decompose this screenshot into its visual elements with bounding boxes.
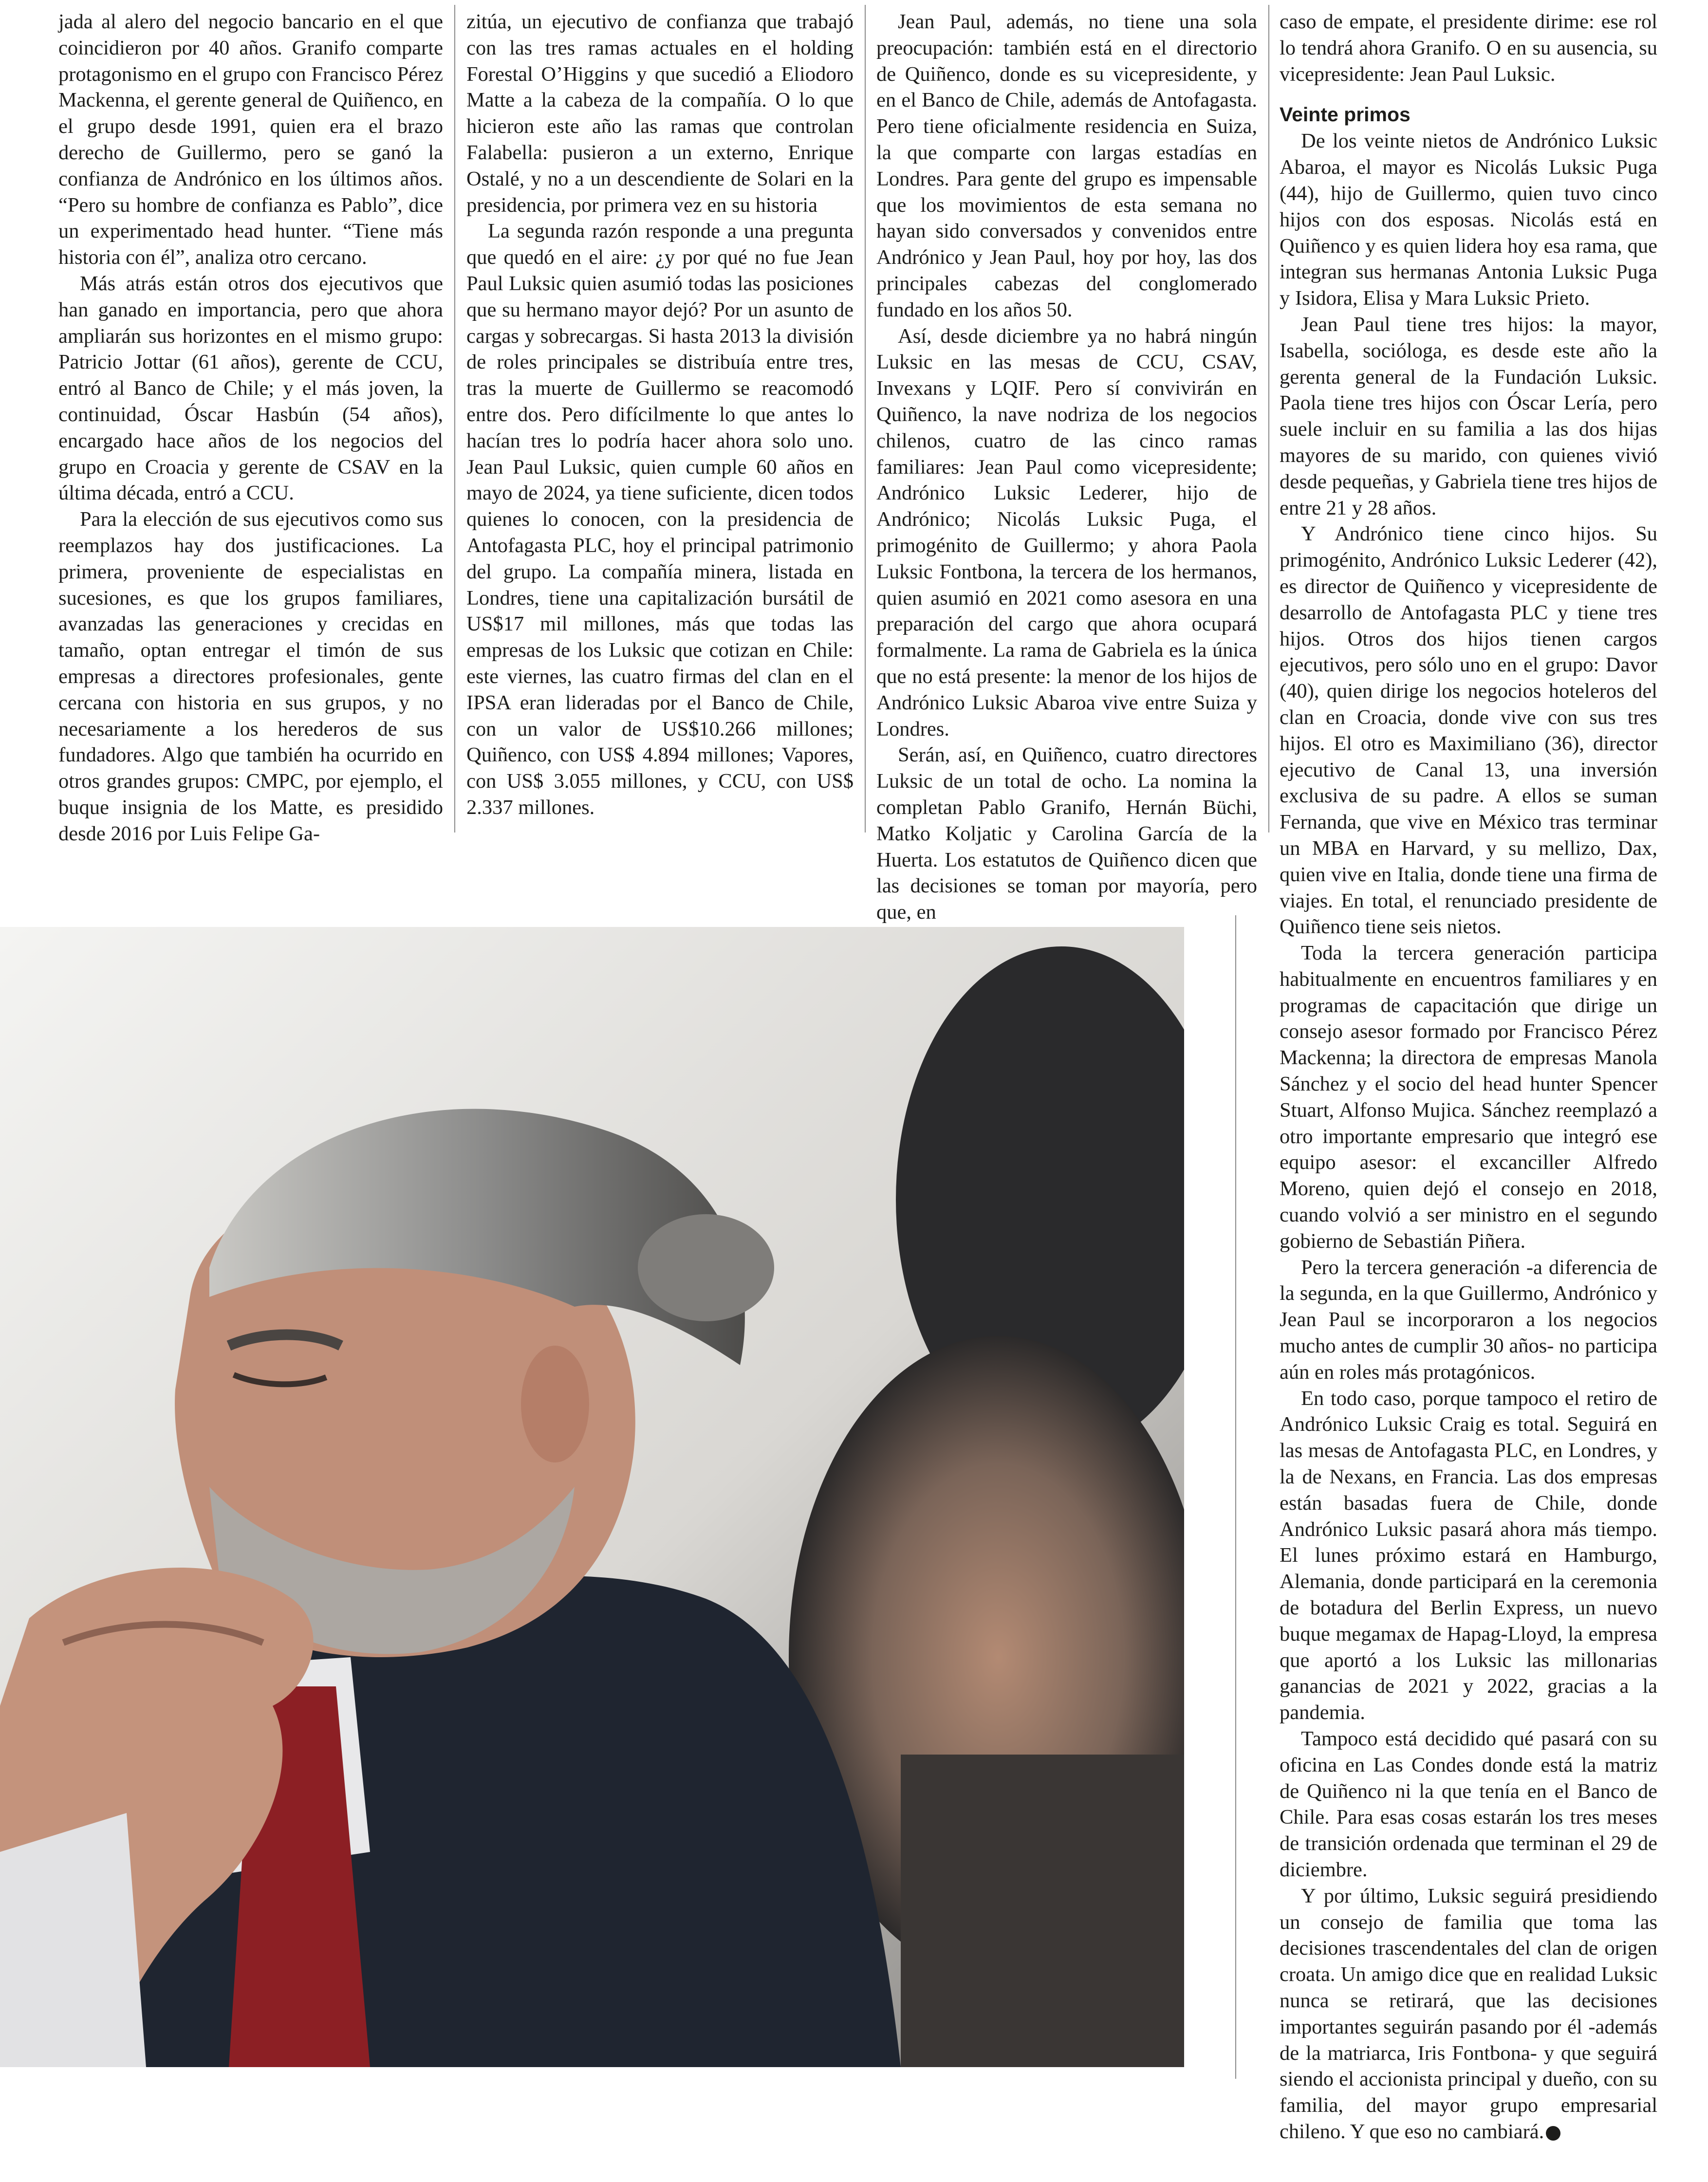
hair-bun <box>638 1214 774 1321</box>
paragraph-text: Y por último, Luksic seguirá presidiendo un consejo de familia que toma las decisiones trascendentales del clan de origen croata. Un amigo dice que en realidad Luksic nunca se retirará, que las decisiones importantes seguirán pasando por él -además de la matriarca, Iris Fontbona- y que seguirá siendo el accionista principal y dueño, con su familia, del mayor grupo empresarial chileno. Y que eso no cambiará. <box>1280 1884 1657 2143</box>
paragraph: Jean Paul tiene tres hijos: la mayor, Isabella, socióloga, es desde este año la gerenta general de la Fundación Luksic. Paola tiene tres hijos con Óscar Lería, pero suele incluir en su familia a las dos hijas mayores de su marido, con quienes vivió desde pequeñas, y Gabriela tiene tres hijos de entre 21 y 28 años. <box>1280 313 1657 519</box>
paragraph: caso de empate, el presidente dirime: ese rol lo tendrá ahora Granifo. O en su ausencia, su vicepresidente: Jean Paul Luksic. <box>1280 10 1657 86</box>
article-column-2 <box>466 9 854 821</box>
paragraph <box>1280 1883 1657 2145</box>
paragraph: Toda la tercera generación participa habitualmente en encuentros familiares y en programas de capacitación que dirige un consejo asesor formado por Francisco Pérez Mackenna; la directora de empresas Manola Sánchez y el socio del head hunter Spencer Stuart, Alfonso Mujica. Sánchez reemplazó a otro importante empresario que integró ese equipo asesor: el excanciller Alfredo Moreno, quien dejó el consejo en 2018, cuando volvió a ser ministro en el segundo gobierno de Sebastián Piñera. <box>1280 942 1657 1253</box>
paragraph: Jean Paul, además, no tiene una sola preocupación: también está en el directorio de Quiñenco, donde es su vicepresidente, y en el Banco de Chile, además de Antofagasta. Pero tiene oficialmente residencia en Suiza, la que comparte con largas estadías en Londres. Para gente del grupo es impensable que los movimientos de esta semana no hayan sido conversados y convenidos entre Andrónico y Jean Paul, hoy por hoy, las dos principales cabezas del conglomerado fundado en los años 50. <box>876 10 1257 321</box>
paragraph: Serán, así, en Quiñenco, cuatro directores Luksic de un total de ocho. La nomina la completan Pablo Granifo, Hernán Büchi, Matko Koljatic y Carolina García de la Huerta. Los estatutos de Quiñenco dicen que las decisiones se toman por mayoría, pero que, en <box>876 743 1257 924</box>
shirt-cuff <box>0 1813 146 2067</box>
blurred-shoulder <box>901 1755 1184 2067</box>
paragraph: jada al alero del negocio bancario en el que coincidieron por 40 años. Granifo comparte protagonismo en el grupo con Francisco Pérez Mackenna, el gerente general de Quiñenco, en el grupo desde 1991, quien era el brazo derecho de Guillermo, pero se ganó la confianza de Andrónico en los últimos años. “Pero su hombre de confianza es Pablo”, dice un experimentado head hunter. “Tiene más historia con él”, analiza otro cercano. <box>58 10 443 269</box>
column-rule <box>454 5 455 832</box>
paragraph: La segunda razón responde a una pregunta que quedó en el aire: ¿y por qué no fue Jean Paul Luksic quien asumió todas las posiciones que su hermano mayor dejó? Por un asunto de cargas y sobrecargas. Si hasta 2013 la división de roles principales se distribuía entre tres, tras la muerte de Guillermo se reacomodó entre dos. Pero difícilmente lo que antes lo hacían tres lo podría hacer ahora solo uno. Jean Paul Luksic, quien cumple 60 años en mayo de 2024, ya tiene suficiente, dicen todos quienes lo conocen, con la presidencia de Antofagasta PLC, hoy el principal patrimonio del grupo. La compañía minera, listada en Londres, tiene una capitalización bursátil de US$17 mil millones, más que todas las empresas de los Luksic que cotizan en Chile: este viernes, las cuatro firmas del clan en el IPSA eran lideradas por el Banco de Chile, con un valor de US$10.266 millones; Quiñenco, con US$ 4.894 millones; Vapores, con US$ 3.055 millones, y CCU, con US$ 2.337 millones. <box>466 220 854 819</box>
column-rule <box>1268 5 1269 832</box>
paragraph: Tampoco está decidido qué pasará con su oficina en Las Condes donde está la matriz de Quiñenco ni la que tenía en el Banco de Chile. Para esas cosas estarán los tres meses de transición ordenada que terminan el 29 de diciembre. <box>1280 1727 1657 1881</box>
paragraph: De los veinte nietos de Andrónico Luksic Abaroa, el mayor es Nicolás Luksic Puga (44), hijo de Guillermo, quien tuvo cinco hijos con dos esposas. Nicolás está en Quiñenco y es quien lidera hoy esa rama, que integran sus hermanas Antonia Luksic Puga y Isidora, Elisa y Mara Luksic Prieto. <box>1280 129 1657 310</box>
paragraph: Y Andrónico tiene cinco hijos. Su primogénito, Andrónico Luksic Lederer (42), es director de Quiñenco y vicepresidente de desarrollo de Antofagasta PLC y tiene tres hijos. Otros dos hijos tienen cargos ejecutivos, pero sólo uno en el grupo: Davor (40), quien dirige los negocios hoteleros del clan en Croacia, donde vive con sus tres hijos. El otro es Maximiliano (36), director ejecutivo de Canal 13, una inversión exclusiva de su padre. A ellos se suman Fernanda, que vive en México tras terminar un MBA en Harvard, y su mellizo, Dax, quien vive en Italia, donde tiene una firma de viajes. En total, el renunciado presidente de Quiñenco tiene seis nietos. <box>1280 522 1657 939</box>
paragraph: zitúa, un ejecutivo de confianza que trabajó con las tres ramas actuales en el holding Forestal O’Higgins y que sucedió a Eliodoro Matte a la cabeza de la compañía. O lo que hicieron este año las ramas que controlan Falabella: pusieron a un externo, Enrique Ostalé, y no a un descendiente de Solari en la presidencia, por primera vez en su historia <box>466 10 854 217</box>
paragraph: Más atrás están otros dos ejecutivos que han ganado en importancia, pero que ahora ampliarán sus horizontes en el mismo grupo: Patricio Jottar (61 años), gerente de CCU, entró al Banco de Chile; y el más joven, la continuidad, Óscar Hasbún (54 años), encargado hace años de los negocios del grupo en Croacia y gerente de CSAV en la última década, entró a CCU. <box>58 272 443 505</box>
end-of-article-icon: P <box>1546 2126 1560 2141</box>
paragraph: Para la elección de sus ejecutivos como sus reemplazos hay dos justificaciones. La primera, proveniente de especialistas en sucesiones, es que los grupos familiares, avanzadas las generaciones y crecidas en tamaño, optan entregar el timón de sus empresas a directores profesionales, gente cercana con historia en sus grupos, y no necesariamente a los herederos de sus fundadores. Algo que también ha ocurrido en otros grandes grupos: CMPC, por ejemplo, el buque insignia de los Matte, es presidido desde 2016 por Luis Felipe Ga- <box>58 508 443 845</box>
column-rule <box>1235 915 1236 2079</box>
article-column-4 <box>1280 9 1657 2145</box>
paragraph: Así, desde diciembre ya no habrá ningún Luksic en las mesas de CCU, CSAV, Invexans y LQIF. Pero sí convivirán en Quiñenco, la nave nodriza de los negocios chilenos, cuatro de las cinco ramas familiares: Jean Paul como vicepresidente; Andrónico Luksic Lederer, hijo de Andrónico; Nicolás Luksic Puga, el primogénito de Guillermo; y ahora Paola Luksic Fontbona, la tercera de los hermanos, quien asumió en 2021 como asesora en una preparación del cargo que ahora ocupará formalmente. La rama de Gabriela es la única que no está presente: la menor de los hijos de Andrónico Luksic Abaroa vive entre Suiza y Londres. <box>876 324 1257 740</box>
portrait-photo <box>0 927 1184 2067</box>
paragraph: En todo caso, porque tampoco el retiro de Andrónico Luksic Craig es total. Seguirá en las mesas de Antofagasta PLC, en Londres, y la de Nexans, en Francia. Las dos empresas están basadas fuera de Chile, donde Andrónico Luksic pasará ahora más tiempo. El lunes próximo estará en Hamburgo, Alemania, donde participará en la ceremonia de botadura del Berlin Express, un nuevo buque megamax de Hapag-Lloyd, la empresa que aportó a los Luksic las millonarias ganancias de 2021 y 2022, gracias a la pandemia. <box>1280 1387 1657 1724</box>
paragraph: Pero la tercera generación -a diferencia de la segunda, en la que Guillermo, Andrónico y Jean Paul se incorporaron a los negocios mucho antes de cumplir 30 años- no participa aún en roles más protagónicos. <box>1280 1256 1657 1384</box>
article-column-3 <box>876 9 1257 925</box>
portrait-illustration <box>0 927 1184 2067</box>
ear <box>521 1346 589 1462</box>
section-subheading: Veinte primos <box>1280 103 1411 126</box>
article-column-1 <box>58 9 443 847</box>
column-rule <box>865 5 866 832</box>
